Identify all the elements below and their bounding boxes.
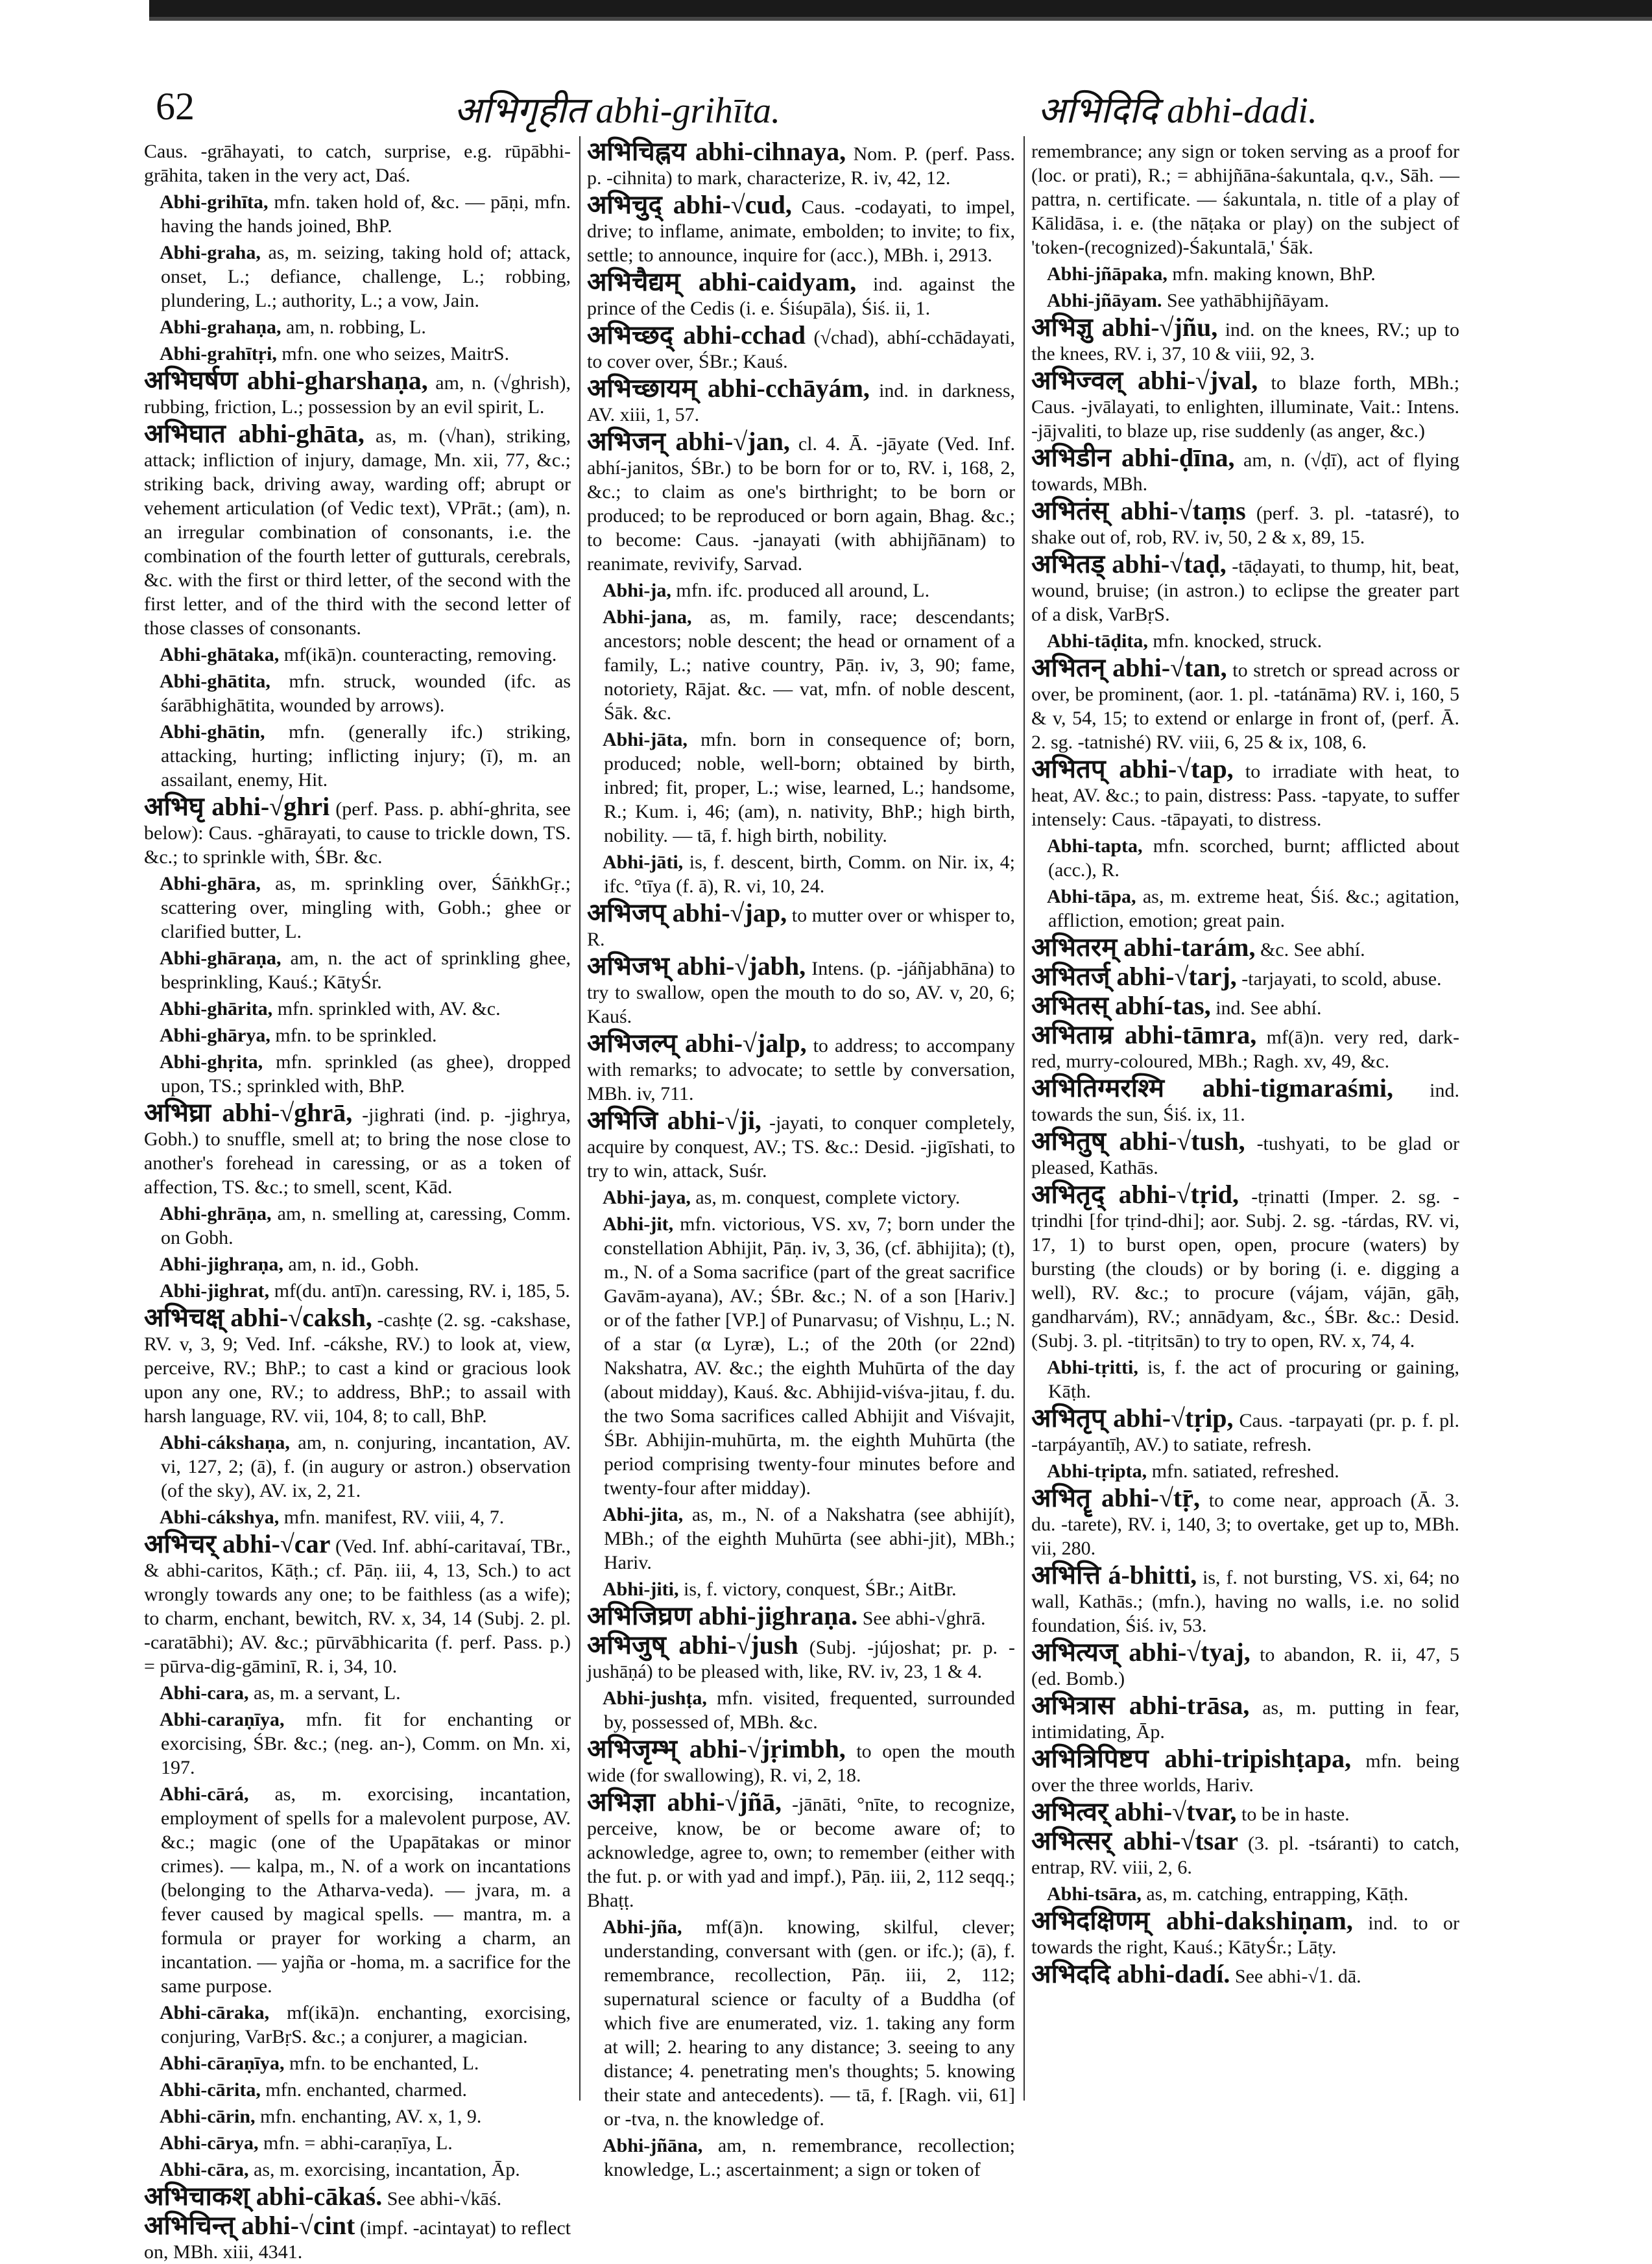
entry-definition: is, f. victory, conquest, ŚBr.; AitBr. [684,1579,957,1600]
entry-definition: -tarjayati, to scold, abuse. [1241,968,1442,990]
entry-definition: as, m. (√han), striking, attack; infliction of injury, damage, Mn. xii, 77, &c.; striking back, driving away, warding off; abrupt or vehement articulation (of Vedic text), VPrāt.; (am), n. an irregular combination of consonants, i.e. the combination of the fourth letter of gutturals, cerebrals, &c. with the first or third letter, of the second with the first letter, and of the third with the second letter of those classes of consonants. [144,425,571,639]
entry-definition: ind. on the knees, RV.; up to the knees, RV. i, 37, 10 & viii, 92, 3. [1031,319,1459,364]
sub-entry [144,2051,571,2075]
entry-definition: (Subj. -jújoshat; pr. p. -jushāṇá) to be pleased with, like, RV. iv, 23, 1 & 4. [587,1637,1015,1682]
entry-headword: Abhi-grahaṇa, [160,316,281,338]
entry-headword: अभितड् abhi-√taḍ, [1031,549,1227,578]
sub-entry [144,241,571,313]
entry-definition: mf(ā)n. knowing, skilful, clever; understanding, conversant with (gen. or ifc.); (ā), f. remembrance, recollection, Pāṇ. iii, 2, 112; supernatural science or faculty of a Buddha (of which five are enumerated, viz. 1. taking any form at will; 2. hearing to any distance; 3. seeing to any distance; 4. penetrating men's thoughts; 5. knowing their state and antecedents). — tā, f. [Ragh. vii, 61] or -tva, n. the knowledge of. [604,1916,1015,2130]
entry-definition: mfn. visited, frequented, surrounded by, possessed of, MBh. &c. [604,1687,1015,1733]
entry-definition: See abhi-√kāś. [387,2188,502,2210]
main-entry [587,139,1015,190]
entry-headword: अभित्यज् abhi-√tyaj, [1031,1638,1251,1667]
entry-definition: mfn. (generally ifc.) striking, attacking, hurting; inflicting injury; (ī), m. an assailant, enemy, Hit. [161,721,571,791]
main-entry [1031,1746,1459,1797]
entry-headword: अभितृप् abhi-√tṛip, [1031,1403,1234,1433]
sub-entry [144,315,571,339]
entry-headword: Abhi-tsāra, [1047,1883,1142,1905]
main-entry [1031,549,1460,626]
entry-headword: अभितिग्मरश्मि abhi-tigmaraśmi, [1031,1073,1394,1102]
sub-entry [587,1915,1015,2131]
main-entry [1031,1640,1459,1691]
entry-headword: Abhi-cāra, [160,2159,249,2180]
entry-headword: अभिचुद् abhi-√cud, [587,190,792,219]
main-entry [587,1108,1015,1183]
entry-definition: mfn. scorched, burnt; afflicted about (acc.), R. [1048,835,1460,881]
entry-definition: mfn. being over the three worlds, Hariv. [1031,1750,1459,1796]
entry-definition: am, n. smelling at, caressing, Comm. on Gobh. [161,1203,571,1248]
entry-headword: Abhi-cákshaṇa, [160,1432,290,1453]
entry-definition: to address; to accompany with remarks; to advocate; to settle by conversation, MBh. iv, 711. [587,1035,1015,1104]
entry-headword: Abhi-jñāpaka, [1047,263,1167,285]
entry-headword: Abhi-cārya, [160,2132,259,2154]
main-entry [1031,315,1459,366]
entry-definition: -jānāti, °nīte, to recognize, perceive, know, be or become aware of; to acknowledge, agree to, own; to remember (either with the fut. p. or with yad and impf.), Pāṇ. iii, 2, 112 seqq.; Bhaṭṭ. [587,1794,1015,1911]
entry-headword: अभिजृम्भ् abhi-√jṛimbh, [587,1734,846,1763]
entry-headword: Abhi-jñāna, [603,2135,703,2156]
entry-definition: mfn. born in consequence of; born, produced; noble, well-born; obtained by birth, inbred; fit, proper, L.; wise, learned, L.; handsome, R.; Kum. i, 46; (am), n. nativity, BhP.; high birth, nobility. — tā, f. high birth, nobility. [604,729,1016,846]
sub-entry [1031,289,1459,313]
entry-definition: as, m. seizing, taking hold of; attack, onset, L.; defiance, challenge, L.; robbing, plundering, L.; authority, L.; a vow, Jain. [161,242,571,311]
main-entry [587,1734,1015,1787]
entry-headword: Abhi-ghrāṇa, [160,1203,272,1224]
entry-headword: Abhi-jighrat, [160,1280,270,1302]
main-entry [587,429,1015,576]
main-entry [1031,1126,1460,1180]
entry-headword: अभिज्वल् abhi-√jval, [1031,366,1258,395]
entry-definition: is, f. the act of procuring or gaining, Kāṭh. [1048,1357,1459,1402]
entry-definition: am, n. remembrance, recollection; knowledge, L.; ascertainment; a sign or token of [604,2135,1015,2180]
entry-headword: Abhi-jāti, [603,852,684,873]
main-entry [1031,1797,1459,1826]
entry-headword: अभिचर् abhi-√car [144,1529,331,1558]
entry-headword: Abhi-jita, [603,1504,684,1525]
entry-definition: am, n. conjuring, incantation, AV. vi, 127, 2; (ā), f. (in augury or astron.) observation (of the sky), AV. ix, 2, 21. [161,1432,571,1501]
entry-definition: is, f. not bursting, VS. xi, 64; no wall, Kathās.; (mfn.), having no walls, i.e. no solid foundation, Śiś. iv, 53. [1031,1567,1459,1636]
entry-headword: अभिच्छद् abhi-cchad [587,320,806,350]
entry-headword: Abhi-grahītṛi, [160,343,277,364]
entry-definition: (√chad), abhí-cchādayati, to cover over, ŚBr.; Kauś. [587,327,1016,372]
entry-headword: Abhi-ghārita, [160,998,273,1019]
entry-definition: am, n. (√ḍī), act of flying towards, MBh. [1031,449,1460,495]
main-entry [587,320,1016,374]
entry-headword: अभिजन् abhi-√jan, [587,427,790,456]
main-entry [587,267,1015,320]
entry-definition: to blaze forth, MBh.; Caus. -jvālayati, to enlighten, illuminate, Vait.: Intens. -jājvaliti, to blaze up, rise suddenly (as anger, &c.) [1031,372,1460,442]
sub-entry [587,578,1015,602]
page-header [156,77,1600,135]
main-entry [1031,1020,1460,1073]
entry-headword: Abhi-ghṛita, [160,1051,263,1073]
entry-headword: अभिजभ् abhi-√jabh, [587,951,806,981]
entry-headword: अभित्ति á-bhitti, [1031,1560,1197,1590]
entry-definition: mf(ikā)n. counteracting, removing. [283,644,557,665]
entry-definition: as, m. conquest, complete victory. [695,1187,961,1208]
entry-headword: Abhi-ghāraṇa, [160,947,281,969]
sub-entry [144,190,571,238]
entry-definition: to come near, approach (Ā. 3. du. -tarete), RV. i, 140, 3; to overtake, get up to, MBh. vii, 280. [1031,1490,1460,1559]
entry-definition: ind. towards the sun, Śiś. ix, 11. [1031,1080,1459,1125]
sub-entry [144,1431,571,1503]
entry-definition: mf(ā)n. very red, dark-red, murry-coloured, MBh.; Ragh. xv, 49, &c. [1031,1027,1460,1072]
entry-headword: अभित्रास abhi-trāsa, [1031,1691,1250,1720]
entry-headword: अभिजप् abhi-√jap, [587,898,787,927]
dictionary-column-1 [144,139,571,2263]
sub-entry [144,342,571,366]
entry-headword: अभिजिघ्रण abhi-jighraṇa. [587,1601,858,1630]
entry-headword: Abhi-ghātita, [160,671,270,692]
sub-entry [587,850,1015,898]
main-entry [144,1529,571,1678]
entry-headword: Abhi-graha, [160,242,261,263]
entry-headword: अभितन् abhi-√tan, [1031,653,1227,682]
main-entry [1031,1073,1459,1126]
left-running-headword: अभिगृहीत abhi-grihīta. [454,91,781,131]
entry-headword: अभिघ्रा abhi-√ghrā, [144,1098,353,1127]
entry-headword: अभिघर्षण abhi-gharshaṇa, [144,366,428,395]
entry-definition: -cashṭe (2. sg. -cakshase, RV. v, 3, 9; Ved. Inf. -cákshe, RV.) to look at, view, perceive, RV.; BhP.; to cast a kind or gracious look upon any one, RV.; to address, BhP.; to assail with harsh language, RV. vii, 104, 8; to call, BhP. [144,1309,571,1427]
sub-entry [144,2131,571,2155]
entry-headword: Abhi-caraṇīya, [160,1709,285,1730]
sub-entry [587,2134,1015,2182]
main-entry [1031,443,1460,496]
entry-definition: mfn. sprinkled with, AV. &c. [277,998,501,1019]
entry-definition: as, m. extreme heat, Śiś. &c.; agitation, affliction, emotion; great pain. [1048,886,1459,931]
page-number: 62 [156,85,195,128]
sub-entry [1031,1355,1459,1403]
continued-entry [144,139,571,187]
entry-headword: अभितॄ abhi-√tṝ, [1031,1483,1200,1512]
main-entry [1031,935,1459,962]
entry-headword: अभिघृ abhi-√ghri [144,792,330,821]
entry-definition: cl. 4. Ā. -jāyate (Ved. Inf. abhí-janitos, ŚBr.) to be born for or to, RV. i, 168, 2, &c.; to claim as one's birthright; to be born or produced; to be reproduced or born again, Bhag. &c.; to become: Caus. -janayati (with abhijñānam) to reanimate, revivify, Sarvad. [587,433,1015,575]
column-divider [579,136,581,2101]
entry-headword: अभिघात abhi-ghāta, [144,419,365,448]
continued-entry [1031,139,1459,259]
sub-entry [144,720,571,792]
entry-definition: remembrance; any sign or token serving as a proof for (loc. or prati), R.; = abhijñāna-śakuntala, q.v., Sāh. — pattra, n. certificate. — śakuntala, n. title of a play of Kālidāsa, i. e. (the nāṭaka or play) on the subject of 'token-(recognized)-Śakuntalā,' Śāk. [1031,141,1459,258]
entry-definition: mfn. sprinkled (as ghee), dropped upon, TS.; sprinkled with, BhP. [161,1051,571,1097]
main-entry [1031,1182,1459,1353]
entry-headword: अभिचाकश् abhi-cākaś. [144,2182,383,2211]
entry-definition: mf(du. antī)n. caressing, RV. i, 185, 5. [274,1280,570,1302]
main-entry [144,2213,571,2264]
main-entry [587,898,1015,951]
entry-headword: Abhi-ghārya, [160,1025,270,1046]
sub-entry [587,728,1015,848]
entry-headword: Abhi-ghātin, [160,721,265,743]
entry-headword: Abhi-tapta, [1047,835,1143,857]
entry-definition: mfn. manifest, RV. viii, 4, 7. [283,1507,505,1528]
sub-entry [144,997,571,1021]
entry-definition: as, m. catching, entrapping, Kāṭh. [1146,1883,1409,1905]
sub-entry [587,1686,1015,1734]
sub-entry [587,1503,1015,1575]
main-entry [587,1601,1015,1630]
sub-entry [1031,834,1459,882]
entry-headword: अभिचिन्त् abhi-√cint [144,2211,355,2240]
entry-headword: अभिचैद्यम् abhi-caidyam, [587,267,857,296]
main-entry [1031,1403,1459,1457]
main-entry [144,1098,571,1199]
entry-definition: See abhi-√1. dā. [1234,1966,1361,1987]
entry-definition: as, m. family, race; descendants; ancestors; noble descent; the head or ornament of a family, L.; native country, Pāṇ. iv, 3, 90; fame, notoriety, Rājat. &c. — vat, mfn. of noble descent, Śāk. &c. [604,606,1016,724]
sub-entry [1031,262,1459,286]
sub-entry [144,1708,571,1780]
entry-definition: mfn. enchanted, charmed. [265,2079,468,2101]
entry-headword: अभितस् abhí-tas, [1031,991,1211,1020]
sub-entry [144,1782,571,1998]
main-entry [587,190,1015,267]
entry-definition: mfn. to be sprinkled. [275,1025,437,1046]
entry-headword: Abhi-cārin, [160,2106,256,2127]
entry-definition: ind. against the prince of the Cedis (i. e. Śiśupāla), Śiś. ii, 1. [587,274,1015,319]
main-entry [144,1305,571,1428]
main-entry [1031,991,1459,1020]
main-entry [587,1787,1015,1912]
sub-entry [144,1681,571,1705]
entry-definition: am, n. the act of sprinkling ghee, besprinkling, Kauś.; KātyŚr. [161,947,571,993]
entry-headword: अभितरम् abhi-tarám, [1031,933,1256,962]
entry-headword: अभिताम्र abhi-tāmra, [1031,1020,1257,1049]
entry-definition: ind. in darkness, AV. xiii, 1, 57. [587,380,1016,425]
sub-entry [1031,1882,1459,1906]
sub-entry [144,2078,571,2102]
entry-headword: अभित्सर् abhi-√tsar [1031,1826,1238,1855]
main-entry [144,368,571,419]
sub-entry [144,1050,571,1098]
main-entry [1031,368,1459,443]
entry-headword: Abhi-jaya, [603,1187,691,1208]
entry-definition: Caus. -tarpayati (pr. p. f. pl. -tarpáyantīḥ, AV.) to satiate, refresh. [1031,1410,1459,1455]
sub-entry [144,1505,571,1529]
sub-entry [144,2104,571,2128]
entry-headword: Abhi-ghāra, [160,873,261,894]
sub-entry [587,1186,1015,1209]
entry-definition: -jayati, to conquer completely, acquire by conquest, AV.; TS. &c.: Desid. -jigīshati, to try to win, attack, Suśr. [587,1112,1016,1182]
sub-entry [144,669,571,717]
entry-definition: to open the mouth wide (for swallowing), R. vi, 2, 18. [587,1741,1015,1786]
sub-entry [144,2158,571,2182]
entry-definition: mfn. enchanting, AV. x, 1, 9. [260,2106,482,2127]
entry-headword: अभितप् abhi-√tap, [1031,754,1234,783]
main-entry [1031,1560,1459,1638]
entry-headword: Abhi-tṛitti, [1047,1357,1138,1378]
entry-headword: अभितृद् abhi-√tṛid, [1031,1180,1239,1209]
entry-definition: Nom. P. (perf. Pass. p. -cihnita) to mark, characterize, R. iv, 42, 12. [587,143,1016,189]
entry-definition: am, n. id., Gobh. [288,1254,420,1275]
entry-headword: अभित्वर् abhi-√tvar, [1031,1797,1237,1826]
entry-definition: mfn. ifc. produced all around, L. [676,580,930,601]
entry-definition: mfn. = abhi-caraṇīya, L. [263,2132,453,2154]
sub-entry [144,643,571,667]
entry-headword: Abhi-jñāyam. [1047,290,1162,311]
entry-headword: Abhi-tāḍita, [1047,630,1148,652]
entry-definition: (3. pl. -tsáranti) to catch, entrap, RV. viii, 2, 6. [1031,1833,1459,1878]
column-divider [1024,136,1025,2101]
entry-headword: Abhi-cāraṇīya, [160,2053,285,2074]
dictionary-column-3 [1031,139,1459,2114]
main-entry [1031,1693,1459,1744]
main-entry [1031,653,1459,754]
sub-entry [144,872,571,944]
entry-headword: Abhi-jāta, [603,729,688,750]
entry-headword: Abhi-jushṭa, [603,1687,707,1709]
sub-entry [1031,885,1459,933]
entry-definition: mfn. fit for enchanting or exorcising, ŚBr. &c.; (neg. an-), Comm. on Mn. xi, 197. [161,1709,571,1778]
entry-definition: See abhi-√ghrā. [862,1608,986,1629]
entry-headword: अभितंस् abhi-√taṃs [1031,496,1246,525]
right-running-headword: अभिदिदि abhi-dadi. [1038,91,1317,131]
entry-definition: mfn. knocked, struck. [1153,630,1323,652]
entry-headword: अभिजल्प् abhi-√jalp, [587,1029,807,1058]
entry-definition: mf(ikā)n. enchanting, exorcising, conjuring, VarBṛS. &c.; a conjurer, a magician. [161,2002,571,2047]
main-entry [1031,496,1459,549]
entry-headword: Abhi-ghātaka, [160,644,280,665]
entry-definition: ind. to or towards the right, Kauś.; KātyŚr.; Lāṭy. [1031,1912,1459,1958]
sub-entry [144,1202,571,1250]
entry-headword: अभित्रिपिष्टप abhi-tripishṭapa, [1031,1744,1352,1773]
entry-definition: (impf. -acintayat) to reflect on, MBh. xiii, 4341. [144,2217,571,2263]
entry-headword: Abhi-grihīta, [160,191,269,213]
entry-definition: -tāḍayati, to thump, hit, beat, wound, bruise; (in astron.) to eclipse the greater part of a disk, VarBṛS. [1031,556,1460,625]
entry-definition: am, n. robbing, L. [286,316,426,338]
dictionary-column-2 [587,137,1016,2180]
entry-headword: अभिदक्षिणम् abhi-dakshiṇam, [1031,1906,1353,1935]
sub-entry [1031,629,1459,653]
entry-headword: अभिचिह्नय abhi-cihnaya, [587,137,846,166]
entry-headword: अभिच्छायम् abhi-cchāyám, [587,374,870,403]
sub-entry [587,605,1015,725]
main-entry [144,794,571,869]
main-entry [144,2184,571,2211]
entry-headword: अभिचक्ष् abhi-√caksh, [144,1303,372,1332]
entry-headword: Abhi-cara, [160,1682,249,1704]
main-entry [1031,754,1459,831]
main-entry [587,1031,1015,1106]
entry-definition: Intens. (p. -jáñjabhāna) to try to swallow, open the mouth to do so, AV. v, 20, 6; Kauś. [587,958,1015,1027]
entry-headword: अभितुष् abhi-√tush, [1031,1126,1245,1156]
entry-definition: &c. See abhí. [1260,939,1365,960]
entry-definition: as, m. a servant, L. [254,1682,401,1704]
entry-headword: Abhi-jña, [603,1916,682,1938]
main-entry [587,1630,1015,1684]
entry-definition: mfn. one who seizes, MaitrS. [281,343,510,364]
entry-definition: mfn. making known, BhP. [1172,263,1376,285]
entry-headword: अभिददि abhi-dadí. [1031,1959,1230,1988]
entry-definition: -tushyati, to be glad or pleased, Kathās. [1031,1133,1460,1178]
entry-definition: (perf. 3. pl. -tatasré), to shake out of, rob, RV. iv, 50, 2 & x, 89, 15. [1031,503,1459,548]
entry-headword: Abhi-tṛipta, [1047,1460,1147,1482]
entry-headword: Abhi-jit, [603,1213,674,1235]
entry-headword: Abhi-ja, [603,580,671,601]
entry-definition: to irradiate with heat, to heat, AV. &c.; to pain, distress: Pass. -tapyate, to suffer intensely: Caus. -tāpayati, to distress. [1031,761,1459,830]
entry-definition: mfn. victorious, VS. xv, 7; born under the constellation Abhijit, Pāṇ. iv, 3, 36, (cf. ābhijita); (t), m., N. of a Soma sacrifice (part of the great sacrifice Gavām-ayana), AV.; ŚBr. &c.; N. of a son [Hariv.] or of the father [VP.] of Punarvasu; of Vishṇu, L.; N. of a star (α Lyræ), L.; of the 20th (or 22nd) Nakshatra, AV. &c.; the eighth Muhūrta of the day (about midday), Kauś. &c. Abhijid-viśva-jitau, f. du. the two Soma sacrifices called Abhijit and Viśvajit, ŚBr. Abhijin-muhūrta, m. the eighth Muhūrta (the period comprising twenty-four minutes before and twenty-four after midday). [604,1213,1015,1499]
entry-definition: to be in haste. [1241,1804,1350,1825]
sub-entry [144,2001,571,2049]
entry-definition: -tṛinatti (Imper. 2. sg. -tṛindhi [for tṛind-dhi]; aor. Subj. 2. sg. -tárdas, RV. vi, 17, 1) to burst open, open, procure (waters) by bursting (the clouds) or by boring (i. e. digging a well), RV. &c.; to procure (vájam, vájān, gāḥ, gandharvám), RV.; annādyam, &c., ŚBr. &c.: Desid. (Subj. 3. pl. -titṛitsān) to try to open, RV. x, 74, 4. [1031,1186,1459,1352]
entry-definition: as, m. sprinkling over, ŚāṅkhGṛ.; scattering over, mingling with, Gobh.; ghee or clarified butter, L. [161,873,571,942]
entry-headword: Abhi-cāraka, [160,2002,270,2023]
entry-definition: as, m. putting in fear, intimidating, Āp. [1031,1697,1460,1743]
entry-definition: as, m., N. of a Nakshatra (see abhijít), MBh.; of the eighth Muhūrta (see abhi-jit), MBh.; Hariv. [604,1504,1015,1573]
main-entry [587,951,1015,1029]
entry-headword: Abhi-jighraṇa, [160,1254,283,1275]
entry-definition: to abandon, R. ii, 47, 5 (ed. Bomb.) [1031,1644,1459,1689]
entry-headword: अभिज्ञा abhi-√jñā, [587,1787,782,1817]
entry-definition: (Ved. Inf. abhí-caritavaí, TBr., & abhi-caritos, Kāṭh.; cf. Pāṇ. iii, 4, 13, Sch.) to act wrongly towards any one; to be faithless (as a wife); to charm, enchant, bewitch, RV. x, 34, 14 (Subj. 2. pl. -caratābhi); AV. &c.; pūrvābhicarita (f. perf. Pass. p.) = pūrva-dig-gāminī, R. i, 34, 10. [144,1536,571,1677]
entry-definition: Caus. -grāhayati, to catch, surprise, e.g. rūpābhi-grāhita, taken in the very act, Daś. [144,141,571,186]
entry-headword: अभिजुष् abhi-√jush [587,1630,798,1660]
entry-headword: Abhi-cārita, [160,2079,261,2101]
entry-definition: to mutter over or whisper to, R. [587,905,1015,950]
entry-headword: Abhi-cārá, [160,1783,249,1805]
entry-definition: as, m. exorcising, incantation, Āp. [254,2159,520,2180]
sub-entry [1031,1459,1459,1483]
entry-definition: mfn. to be enchanted, L. [289,2053,479,2074]
main-entry [1031,1906,1459,1959]
entry-headword: Abhi-tāpa, [1047,886,1136,907]
entry-definition: Caus. -codayati, to impel, drive; to inflame, animate, embolden; to invite; to fix, settle; to announce, inquire for (acc.), MBh. i, 2913. [587,197,1015,266]
entry-definition: -jighrati (ind. p. -jighrya, Gobh.) to snuffle, smell at; to bring the nose close to another's forehead in caressing, or as a token of affection, TS. &c.; to smell, scent, Kād. [144,1104,571,1198]
entry-headword: अभिडीन abhi-ḍīna, [1031,443,1235,472]
entry-headword: अभिज्ञु abhi-√jñu, [1031,313,1218,342]
entry-definition: is, f. descent, birth, Comm. on Nir. ix, 4; ifc. °tīya (f. ā), R. vi, 10, 24. [604,852,1015,897]
entry-definition: ind. See abhí. [1215,997,1322,1019]
entry-definition: am, n. (√ghrish), rubbing, friction, L.; possession by an evil spirit, L. [144,372,571,418]
entry-definition: mfn. satiated, refreshed. [1151,1460,1339,1482]
entry-definition: mfn. struck, wounded (ifc. as śarābhighātita, wounded by arrows). [161,671,571,716]
main-entry [1031,1483,1460,1560]
entry-definition: mfn. taken hold of, &c. — pāṇi, mfn. having the hands joined, BhP. [161,191,571,237]
main-entry [144,419,571,640]
sub-entry [144,1279,571,1303]
main-entry [1031,1959,1459,1988]
entry-definition: (perf. Pass. p. abhí-ghrita, see below): Caus. -ghārayati, to cause to trickle down, TS. &c.; to sprinkle with, ŚBr. &c. [144,798,571,868]
main-entry [1031,1826,1459,1879]
sub-entry [587,1577,1015,1601]
main-entry [1031,964,1459,991]
sub-entry [587,1212,1015,1500]
sub-entry [144,1252,571,1276]
entry-definition: See yathābhijñāyam. [1167,290,1329,311]
entry-headword: Abhi-cákshya, [160,1507,280,1528]
entry-headword: Abhi-jiti, [603,1579,679,1600]
main-entry [587,376,1015,427]
sub-entry [144,946,571,994]
entry-headword: अभिजि abhi-√ji, [587,1106,761,1135]
entry-headword: Abhi-jana, [603,606,692,628]
entry-definition: to stretch or spread across or over, be prominent, (aor. 1. pl. -tatánāma) RV. i, 160, 5 & v, 54, 15; to extend or enlarge in front of, (perf. Ā. 2. sg. -tatnishé) RV. viii, 6, 25 & ix, 108, 6. [1031,660,1459,753]
entry-headword: अभितर्ज् abhi-√tarj, [1031,962,1237,991]
entry-definition: as, m. exorcising, incantation, employment of spells for a malevolent purpose, AV. &c.; magic (one of the Upapātakas or minor crimes). — kalpa, m., N. of a work on incantations (belonging to the Atharva-veda). — jvara, m. a fever caused by magical spells. — mantra, m. a formula or prayer for working a charm, an incantation. — yajña or -homa, m. a sacrifice for the same purpose. [161,1783,571,1997]
sub-entry [144,1023,571,1047]
top-scan-edge [149,0,1652,21]
